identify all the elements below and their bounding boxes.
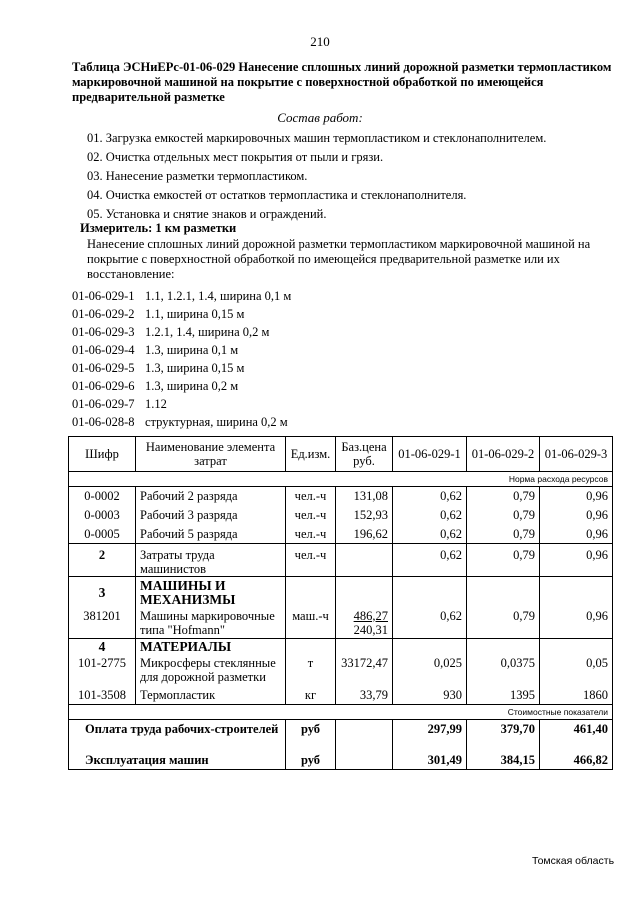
cell-code: 2 (69, 544, 136, 577)
price-top: 486,27 (353, 608, 388, 623)
work-step: 04. Очистка емкостей от остатков термопластика и стеклонаполнителя. (87, 188, 467, 202)
work-step: 05. Установка и снятие знаков и ограждений. (87, 207, 327, 221)
code-text: 1.3, ширина 0,2 м (145, 379, 239, 393)
cell-code: 0-0003 (69, 506, 136, 525)
cell-code: 101-2775 (69, 656, 136, 686)
cell-v3: 0,05 (540, 656, 613, 686)
code-text: 1.2.1, 1.4, ширина 0,2 м (145, 325, 270, 339)
cell-v2: 0,79 (467, 609, 540, 639)
cell-price: 196,62 (336, 525, 393, 544)
cost-name: Оплата труда рабочих-строителей (69, 720, 286, 752)
table-row (69, 487, 613, 506)
cell-v1: 0,62 (393, 544, 467, 577)
code-id: 01-06-029-5 (72, 361, 135, 375)
code-id: 01-06-029-4 (72, 343, 135, 357)
cell-v3: 1860 (540, 686, 613, 705)
cell-name: Машины маркировочные типа "Hofmann" (136, 609, 286, 639)
cell-v1: 0,62 (393, 506, 467, 525)
cost-row (69, 752, 613, 770)
cell-unit: чел.-ч (286, 487, 336, 506)
cell-code: 0-0002 (69, 487, 136, 506)
composition-heading: Состав работ: (277, 110, 363, 125)
cell-v2: 0,79 (467, 525, 540, 544)
code-item (72, 413, 291, 431)
code-list (72, 287, 291, 431)
section-code: 4 (69, 639, 136, 656)
cell-name: Термопластик (136, 686, 286, 705)
cell-v2: 0,79 (467, 487, 540, 506)
work-steps-list (87, 129, 627, 224)
cell-name: Рабочий 3 разряда (136, 506, 286, 525)
cell-v2: 1395 (467, 686, 540, 705)
header-price: Баз.цена руб. (336, 437, 393, 472)
norm-note-row (69, 472, 613, 487)
cell-unit: т (286, 656, 336, 686)
cell-price: 33,79 (336, 686, 393, 705)
resources-table (68, 436, 613, 770)
code-text: 1.12 (145, 397, 167, 411)
cell-name: Затраты труда машинистов (136, 544, 286, 577)
code-item (72, 305, 291, 323)
table-row (69, 609, 613, 639)
section-title: МАТЕРИАЛЫ (136, 639, 286, 656)
cell-unit: чел.-ч (286, 544, 336, 577)
cell-price (336, 544, 393, 577)
cell-price: 33172,47 (336, 656, 393, 686)
cost-v2: 384,15 (467, 752, 540, 770)
header-col2: 01-06-029-2 (467, 437, 540, 472)
cost-v1: 301,49 (393, 752, 467, 770)
cell-v3: 0,96 (540, 544, 613, 577)
cell-v1: 0,62 (393, 609, 467, 639)
cost-v3: 466,82 (540, 752, 613, 770)
work-step: 03. Нанесение разметки термопластиком. (87, 169, 308, 183)
code-item (72, 395, 291, 413)
table-header-row (69, 437, 613, 472)
header-name: Наименование элемента затрат (136, 437, 286, 472)
cell-unit: маш.-ч (286, 609, 336, 639)
table-row (69, 525, 613, 544)
cell-v3: 0,96 (540, 525, 613, 544)
cell-price (336, 609, 393, 639)
cell-price: 152,93 (336, 506, 393, 525)
table-row (69, 506, 613, 525)
norm-note: Норма расхода ресурсов (69, 472, 613, 487)
code-text: структурная, ширина 0,2 м (145, 415, 288, 429)
header-col3: 01-06-029-3 (540, 437, 613, 472)
cost-unit: руб (286, 752, 336, 770)
cell-v1: 930 (393, 686, 467, 705)
cost-row (69, 720, 613, 752)
code-text: 1.1, 1.2.1, 1.4, ширина 0,1 м (145, 289, 292, 303)
table-row (69, 656, 613, 686)
cell-unit: чел.-ч (286, 525, 336, 544)
section-code: 3 (69, 577, 136, 609)
code-text: 1.1, ширина 0,15 м (145, 307, 245, 321)
cell-v3: 0,96 (540, 506, 613, 525)
table-row (69, 686, 613, 705)
cell-v2: 0,79 (467, 506, 540, 525)
header-code: Шифр (69, 437, 136, 472)
section-title: МАШИНЫ И МЕХАНИЗМЫ (136, 577, 286, 609)
cost-v2: 379,70 (467, 720, 540, 752)
cell-v2: 0,79 (467, 544, 540, 577)
cost-note: Стоимостные показатели (69, 705, 613, 720)
header-col1: 01-06-029-1 (393, 437, 467, 472)
meter-heading: Измеритель: 1 км разметки (80, 221, 237, 235)
cost-unit: руб (286, 720, 336, 752)
cell-code: 381201 (69, 609, 136, 639)
cell-name: Микросферы стеклянные для дорожной разметки (136, 656, 286, 686)
cell-unit: чел.-ч (286, 506, 336, 525)
work-step: 02. Очистка отдельных мест покрытия от пыли и грязи. (87, 150, 384, 164)
section-row-materials (69, 639, 613, 656)
code-text: 1.3, ширина 0,15 м (145, 361, 245, 375)
code-text: 1.3, ширина 0,1 м (145, 343, 239, 357)
cell-code: 101-3508 (69, 686, 136, 705)
cell-v3: 0,96 (540, 609, 613, 639)
cost-v1: 297,99 (393, 720, 467, 752)
cell-v1: 0,62 (393, 487, 467, 506)
cell-code: 0-0005 (69, 525, 136, 544)
cell-v2: 0,0375 (467, 656, 540, 686)
price-bottom: 240,31 (353, 622, 388, 637)
cell-unit: кг (286, 686, 336, 705)
code-item (72, 287, 291, 305)
code-id: 01-06-029-2 (72, 307, 135, 321)
cost-note-row (69, 705, 613, 720)
table-row (69, 544, 613, 577)
table-title: Таблица ЭСНиЕРс-01-06-029 Нанесение сплошных линий дорожной разметки термопластиком маркировочной машиной на покрытие с поверхностной обработкой по имеющейся предварительной разметке (72, 60, 612, 104)
cost-name: Эксплуатация машин (69, 752, 286, 770)
work-description: Нанесение сплошных линий дорожной разметки термопластиком маркировочной машиной на покрытие с поверхностной обработкой по имеющейся предварительной разметке или их восстановление: (87, 237, 591, 281)
cell-v1: 0,025 (393, 656, 467, 686)
region-footer: Томская область (532, 855, 615, 867)
cell-price: 131,08 (336, 487, 393, 506)
cell-v1: 0,62 (393, 525, 467, 544)
work-step: 01. Загрузка емкостей маркировочных машин термопластиком и стеклонаполнителем. (87, 131, 547, 145)
cost-v3: 461,40 (540, 720, 613, 752)
code-id: 01-06-029-7 (72, 397, 135, 411)
code-item (72, 359, 291, 377)
code-item (72, 377, 291, 395)
cell-v3: 0,96 (540, 487, 613, 506)
cell-name: Рабочий 5 разряда (136, 525, 286, 544)
code-id: 01-06-028-8 (72, 415, 135, 429)
page-number: 210 (310, 34, 330, 49)
section-row-machines (69, 577, 613, 609)
code-item (72, 341, 291, 359)
cell-name: Рабочий 2 разряда (136, 487, 286, 506)
header-unit: Ед.изм. (286, 437, 336, 472)
code-item (72, 323, 291, 341)
code-id: 01-06-029-3 (72, 325, 135, 339)
code-id: 01-06-029-6 (72, 379, 135, 393)
code-id: 01-06-029-1 (72, 289, 135, 303)
